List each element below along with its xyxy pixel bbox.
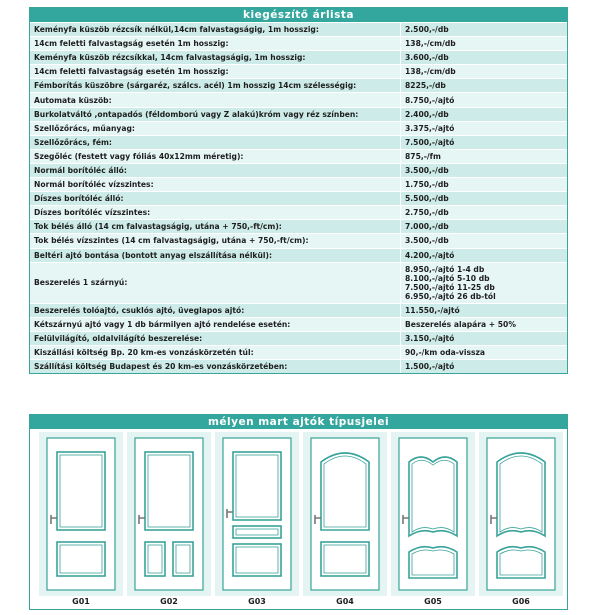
price-item-description: Díszes borítóléc álló: (30, 192, 401, 206)
price-item-price: 3.375,-/ajtó (401, 121, 568, 135)
door-g01-image[interactable] (39, 432, 123, 596)
price-row (30, 303, 567, 317)
price-row (30, 93, 567, 107)
door-gallery (30, 429, 567, 597)
price-row (30, 135, 567, 149)
price-item-price: 1.750,-/db (401, 178, 568, 192)
price-list-panel (29, 7, 568, 374)
price-item-price: 3.150,-/ajtó (401, 331, 568, 345)
price-list-title: kiegészítő árlista (30, 8, 567, 22)
price-row (30, 248, 567, 262)
price-row (30, 192, 567, 206)
price-row (30, 359, 567, 373)
price-item-description: Normál borítóléc vízszintes: (30, 178, 401, 192)
price-item-price: 11.550,-/ajtó (401, 303, 568, 317)
price-item-description: Tok bélés vízszintes (14 cm falvastagságig, utána + 750,-ft/cm): (30, 234, 401, 248)
price-item-description: Kétszárnyú ajtó vagy 1 db bármilyen ajtó rendelése esetén: (30, 317, 401, 331)
price-item-description: Automata küszöb: (30, 93, 401, 107)
price-item-description: Szellőzőrács, műanyag: (30, 121, 401, 135)
price-row (30, 220, 567, 234)
price-item-description: Szegőléc (festett vagy fóliás 40x12mm méretig): (30, 149, 401, 163)
door-g05-image[interactable] (391, 432, 475, 596)
door-code: G02 (160, 597, 178, 606)
price-item-description: Keményfa küszöb rézcsíkkal, 14cm falvastagságig, 1m hosszig: (30, 51, 401, 65)
price-row (30, 149, 567, 163)
price-tier-line: 7.500,-/ajtó 11-25 db (405, 282, 495, 292)
price-row (30, 206, 567, 220)
price-tier-line: 8.100,-/ajtó 5-10 db (405, 273, 490, 283)
price-item-description: Fémborítás küszöbre (sárgaréz, szálcs. acél) 1m hosszig 14cm szélességig: (30, 79, 401, 93)
door-code: G03 (248, 597, 266, 606)
price-item-description: Beszerelés tolóajtó, csuklós ajtó, üveglapos ajtó: (30, 303, 401, 317)
price-item-description: Szállítási költség Budapest és 20 km-es vonzáskörzetében: (30, 359, 401, 373)
price-item-price: 3.600,-/db (401, 51, 568, 65)
price-item-price: 8225,-/db (401, 79, 568, 93)
door-code: G04 (336, 597, 354, 606)
price-item-description: Normál borítóléc álló: (30, 163, 401, 177)
price-item-description: Felülvilágító, oldalvilágító beszerelése: (30, 331, 401, 345)
price-item-description: Beszerelés 1 szárnyú: (30, 262, 401, 303)
price-row (30, 262, 567, 303)
price-row (30, 37, 567, 51)
price-item-description: 14cm feletti falvastagság esetén 1m hosszig: (30, 37, 401, 51)
price-item-price: 1.500,-/ajtó (401, 359, 568, 373)
price-item-description: Tok bélés álló (14 cm falvastagságig, utána + 750,-ft/cm): (30, 220, 401, 234)
price-item-description: Burkolatváltó ,ontapadós (féldomború vagy Z alakú)króm vagy réz színben: (30, 107, 401, 121)
price-item-price: 2.750,-/db (401, 206, 568, 220)
price-row (30, 51, 567, 65)
price-item-price: 2.400,-/db (401, 107, 568, 121)
door-g01-drawing (39, 432, 123, 596)
price-item-price: 4.200,-/ajtó (401, 248, 568, 262)
door-g03-image[interactable] (215, 432, 299, 596)
price-item-price: 8.750,-/ajtó (401, 93, 568, 107)
door-g03-drawing (215, 432, 299, 596)
price-item-price: 875,-/fm (401, 149, 568, 163)
door-g05-drawing (391, 432, 475, 596)
price-item-description: Keményfa küszöb rézcsík nélkül,14cm falvastagságig, 1m hosszig: (30, 23, 401, 37)
door-g04-image[interactable] (303, 432, 387, 596)
door-g06-image[interactable] (479, 432, 563, 596)
price-item-price: 3.500,-/db (401, 234, 568, 248)
price-row (30, 79, 567, 93)
price-row (30, 107, 567, 121)
price-item-price: 7.500,-/ajtó (401, 135, 568, 149)
price-row (30, 65, 567, 79)
price-item-price: 138,-/cm/db (401, 65, 568, 79)
door-types-panel (29, 414, 568, 610)
door-code: G05 (424, 597, 442, 606)
price-tier-line: 8.950,-/ajtó 1-4 db (405, 264, 485, 274)
price-item-price (401, 262, 568, 303)
price-row (30, 163, 567, 177)
price-row (30, 345, 567, 359)
door-code: G06 (512, 597, 530, 606)
price-item-description: Szellőzőrács, fém: (30, 135, 401, 149)
price-row (30, 234, 567, 248)
door-g06-drawing (479, 432, 563, 596)
price-item-price: Beszerelés alapára + 50% (401, 317, 568, 331)
price-row (30, 178, 567, 192)
door-g02-drawing (127, 432, 211, 596)
door-code-row (30, 596, 567, 609)
door-g04-drawing (303, 432, 387, 596)
price-item-price: 90,-/km oda-vissza (401, 345, 568, 359)
price-item-description: Kiszállási költség Bp. 20 km-es vonzáskörzetén túl: (30, 345, 401, 359)
price-row (30, 23, 567, 37)
price-row (30, 317, 567, 331)
price-item-price: 7.000,-/db (401, 220, 568, 234)
door-types-title: mélyen mart ajtók típusjelei (30, 415, 567, 429)
price-item-description: Beltéri ajtó bontása (bontott anyag elszállítása nélkül): (30, 248, 401, 262)
price-item-price: 3.500,-/db (401, 163, 568, 177)
door-g02-image[interactable] (127, 432, 211, 596)
price-item-price: 5.500,-/db (401, 192, 568, 206)
price-table (30, 22, 567, 373)
price-item-price: 138,-/cm/db (401, 37, 568, 51)
price-row (30, 121, 567, 135)
price-row (30, 331, 567, 345)
price-item-description: Díszes borítóléc vízszintes: (30, 206, 401, 220)
door-code: G01 (72, 597, 90, 606)
price-tier-line: 6.950,-/ajtó 26 db-tól (405, 291, 496, 301)
price-item-price: 2.500,-/db (401, 23, 568, 37)
price-item-description: 14cm feletti falvastagság esetén 1m hosszig: (30, 65, 401, 79)
